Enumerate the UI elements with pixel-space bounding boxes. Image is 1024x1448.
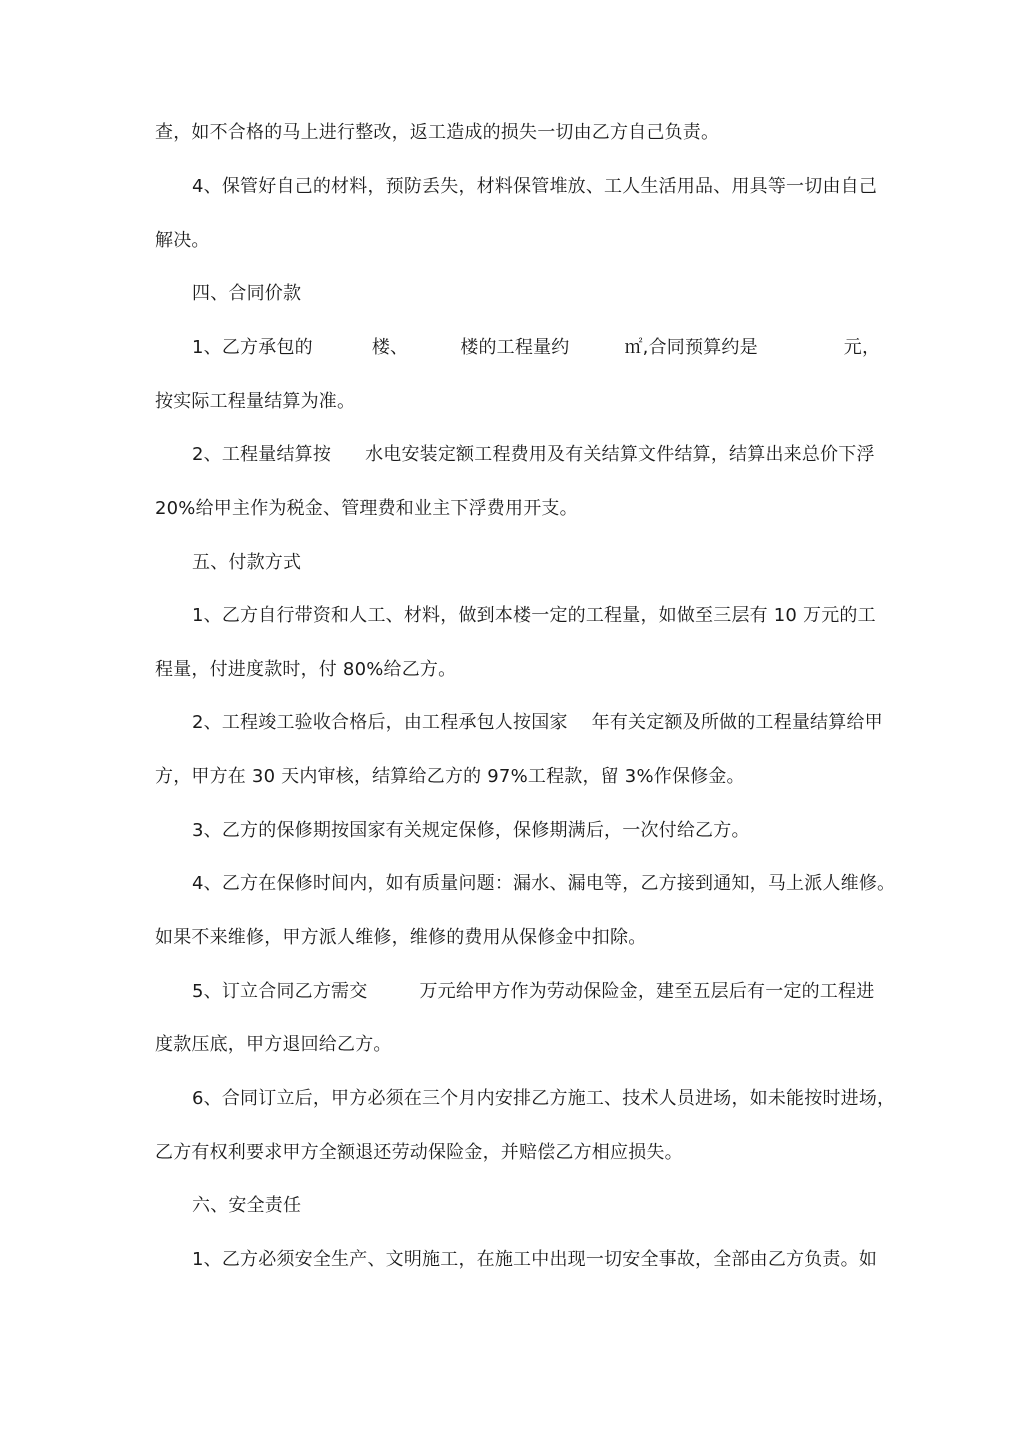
price-line — [192, 336, 927, 360]
paragraph-line: 按实际工程量结算为准。 — [155, 391, 356, 412]
price-line-part: 元， — [843, 337, 881, 358]
paragraph-line: 方，甲方在 30 天内审核，结算给乙方的 97%工程款，留 3%作保修金。 — [155, 766, 745, 787]
price-line-part: ,合同预算约是 — [642, 337, 758, 358]
paragraph-line — [192, 980, 927, 1004]
section-heading: 四、合同价款 — [192, 283, 302, 304]
paragraph-line: 如果不来维修，甲方派人维修，维修的费用从保修金中扣除。 — [155, 927, 647, 948]
section-heading: 六、安全责任 — [192, 1195, 302, 1216]
line-part: 5、订立合同乙方需交 — [192, 981, 368, 1002]
area-unit: ㎡ — [624, 337, 643, 358]
paragraph-line: 解决。 — [155, 230, 210, 251]
paragraph-line: 4、保管好自己的材料，预防丢失，材料保管堆放、工人生活用品、用具等一切由自己 — [192, 176, 878, 197]
line-part: 2、工程量结算按 — [192, 444, 332, 465]
paragraph-line — [192, 443, 927, 467]
paragraph-line: 1、乙方自行带资和人工、材料，做到本楼一定的工程量，如做至三层有 10 万元的工 — [192, 605, 876, 626]
price-line-part: 楼、 — [371, 337, 409, 358]
line-part: 万元给甲方作为劳动保险金，建至五层后有一定的工程进 — [419, 981, 875, 1002]
paragraph-line: 乙方有权利要求甲方全额退还劳动保险金，并赔偿乙方相应损失。 — [155, 1142, 683, 1163]
price-line-part: 楼的工程量约 — [460, 337, 570, 358]
price-line-part: 1、乙方承包的 — [192, 337, 313, 358]
paragraph-line: 1、乙方必须安全生产、文明施工，在施工中出现一切安全事故，全部由乙方负责。如 — [192, 1249, 878, 1270]
paragraph-line: 20%给甲主作为税金、管理费和业主下浮费用开支。 — [155, 498, 578, 519]
section-heading: 五、付款方式 — [192, 552, 302, 573]
line-part: 2、工程竣工验收合格后，由工程承包人按国家 — [192, 712, 568, 733]
paragraph-line — [192, 711, 927, 735]
paragraph-line: 3、乙方的保修期按国家有关规定保修，保修期满后，一次付给乙方。 — [192, 820, 750, 841]
paragraph-line: 6、合同订立后，甲方必须在三个月内安排乙方施工、技术人员进场，如未能按时进场， — [192, 1088, 896, 1109]
paragraph-line: 程量，付进度款时，付 80%给乙方。 — [155, 659, 457, 680]
line-part: 水电安装定额工程费用及有关结算文件结算，结算出来总价下浮 — [365, 444, 875, 465]
paragraph-line: 度款压底，甲方退回给乙方。 — [155, 1034, 392, 1055]
paragraph-line: 4、乙方在保修时间内，如有质量问题：漏水、漏电等，乙方接到通知，马上派人维修。 — [192, 873, 896, 894]
line-part: 年有关定额及所做的工程量结算给甲 — [591, 712, 883, 733]
paragraph-line: 查，如不合格的马上进行整改，返工造成的损失一切由乙方自己负责。 — [155, 122, 720, 143]
